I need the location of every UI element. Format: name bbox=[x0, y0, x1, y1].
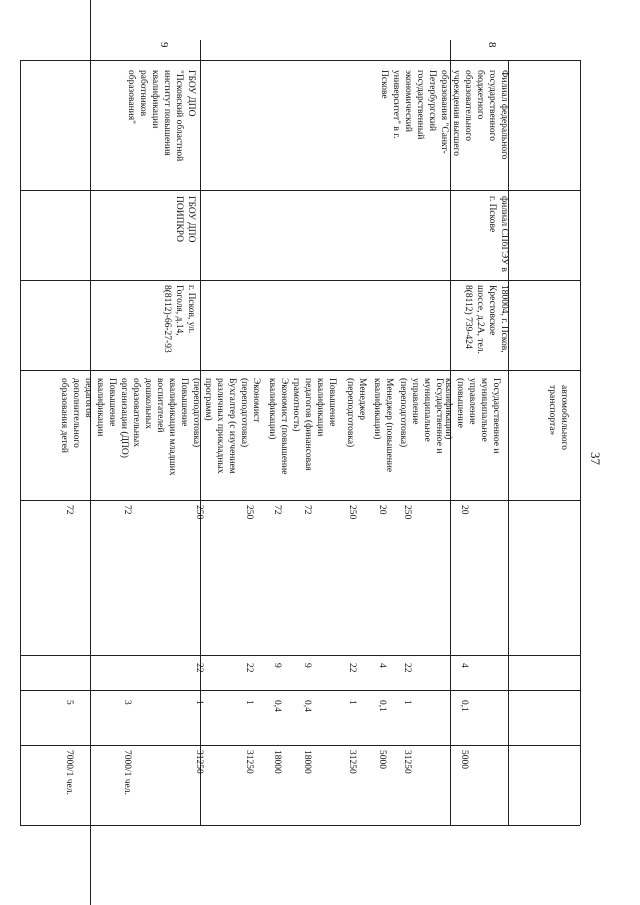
program-hours: 20 bbox=[459, 505, 469, 515]
program-count: 22 bbox=[244, 663, 254, 673]
program-cost: 31250 bbox=[244, 750, 254, 774]
program-fraction: 5 bbox=[64, 700, 74, 705]
organization-name: ГБОУ ДПО "Псковский областной институт повышения квалификации работников образования" bbox=[126, 70, 196, 162]
table-edge bbox=[580, 60, 581, 825]
program-count: 9 bbox=[302, 663, 312, 668]
table-border-top bbox=[20, 60, 580, 61]
program-hours: 72 bbox=[64, 505, 74, 515]
program-name: Повышение квалификации младших воспитателей дошкольных образовательных организации (ДПО) bbox=[119, 378, 189, 476]
column-divider bbox=[20, 280, 580, 281]
program-fraction: 0,1 bbox=[459, 700, 469, 712]
table-border-bottom bbox=[20, 825, 580, 826]
program-fraction: 1 bbox=[194, 700, 204, 705]
program-name: Государственное и муниципальное управление (повышение квалификации) bbox=[443, 378, 501, 454]
program-name: Повышение квалификации педагогов дополнительного образования детей bbox=[59, 378, 117, 453]
program-count: 4 bbox=[377, 663, 387, 668]
program-count: 9 bbox=[272, 663, 282, 668]
program-count: 22 bbox=[194, 663, 204, 673]
row-divider bbox=[508, 60, 509, 825]
program-fraction: 1 bbox=[347, 700, 357, 705]
program-name: Менеджер (переподготовка) bbox=[345, 378, 367, 448]
program-cost: 31250 bbox=[347, 750, 357, 774]
program-name: Государственное и муниципальное управление (переподготовка) bbox=[398, 378, 444, 454]
program-count: 4 bbox=[459, 663, 469, 668]
page-number: 37 bbox=[588, 452, 603, 465]
program-fraction: 0,4 bbox=[272, 700, 282, 712]
program-name: Экономист (переподготовка) bbox=[239, 378, 261, 448]
organization-name: Филиал федерального государственного бюджетного образовательного учреждения высшего образования "Санкт- Петербургский государственный экономический университет" в г. Пскове bbox=[379, 70, 509, 160]
program-name: Экономист (повышение квалификации) bbox=[267, 378, 289, 475]
program-hours: 250 bbox=[402, 505, 412, 520]
program-cost: 31250 bbox=[402, 750, 412, 774]
program-cost: 5000 bbox=[377, 750, 387, 769]
program-name: автомобильного транспорта» bbox=[547, 385, 569, 451]
program-cost: 7000/1 чел. bbox=[122, 750, 132, 795]
organization-address: 180004, г. Псков, Крестовское шоссе, д.2А, тел. 8(8112) 739-424 bbox=[463, 285, 509, 354]
program-cost: 7000/1 чел. bbox=[64, 750, 74, 795]
column-divider bbox=[20, 500, 580, 501]
table-edge bbox=[20, 60, 21, 825]
organization-short-name: филиал СПбГЭУ в г. Пскове bbox=[487, 196, 509, 272]
program-hours: 250 bbox=[194, 505, 204, 520]
program-cost: 31250 bbox=[194, 750, 204, 774]
program-fraction: 0,4 bbox=[302, 700, 312, 712]
program-hours: 250 bbox=[347, 505, 357, 520]
program-fraction: 1 bbox=[244, 700, 254, 705]
row-number: 9 bbox=[158, 42, 170, 48]
organization-short-name: ГБОУ ДПО ПОИПКРО bbox=[174, 196, 196, 243]
program-name: Менеджер (повышение квалификации) bbox=[372, 378, 394, 473]
program-fraction: 3 bbox=[122, 700, 132, 705]
column-divider bbox=[20, 690, 580, 691]
column-divider bbox=[20, 655, 580, 656]
program-hours: 72 bbox=[302, 505, 312, 515]
row-number: 8 bbox=[486, 42, 498, 48]
program-count: 22 bbox=[347, 663, 357, 673]
column-divider bbox=[20, 745, 580, 746]
program-cost: 18000 bbox=[272, 750, 282, 774]
program-name: Бухгалтер (с изучением различных прикладных программ) (переподготовка) bbox=[191, 378, 237, 474]
program-hours: 20 bbox=[377, 505, 387, 515]
program-name: Повышение квалификации педагогов (финансовая грамотность) bbox=[291, 378, 337, 471]
program-hours: 72 bbox=[122, 505, 132, 515]
program-count: 22 bbox=[402, 663, 412, 673]
program-cost: 18000 bbox=[302, 750, 312, 774]
program-cost: 5000 bbox=[459, 750, 469, 769]
program-fraction: 1 bbox=[402, 700, 412, 705]
program-hours: 250 bbox=[244, 505, 254, 520]
column-divider bbox=[20, 190, 580, 191]
column-divider bbox=[20, 370, 580, 371]
program-hours: 72 bbox=[272, 505, 282, 515]
program-fraction: 0,1 bbox=[377, 700, 387, 712]
organization-address: г. Псков, ул. Гоголя, д.14, 8(8112)-66-27-93 bbox=[162, 285, 196, 353]
